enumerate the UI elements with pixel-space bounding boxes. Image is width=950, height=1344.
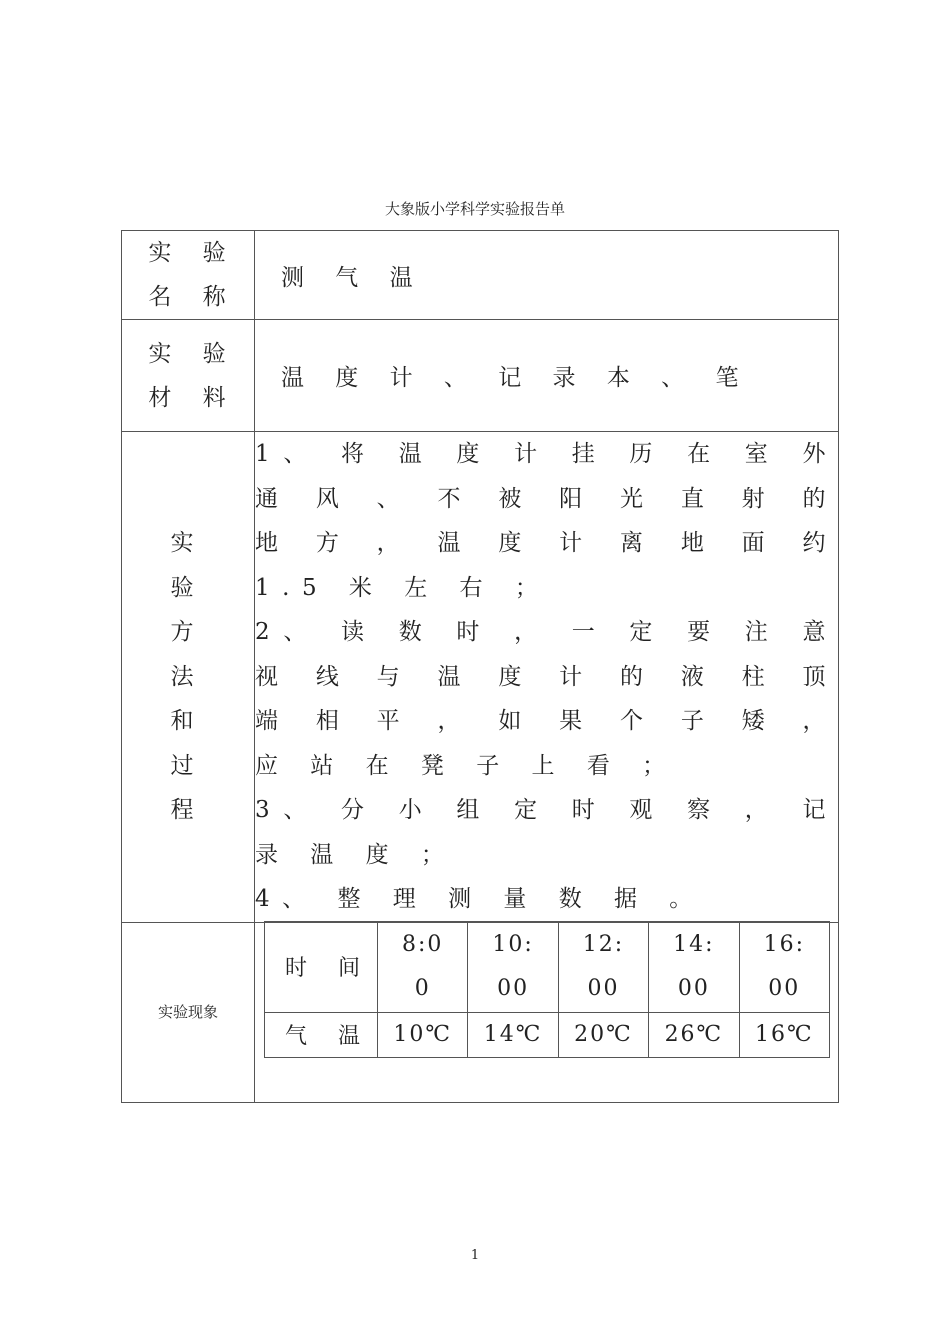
temperature-header: 气 温 [265, 1012, 378, 1057]
time-value: 12:00 [582, 931, 625, 1001]
observation-temperature-row [265, 1012, 830, 1057]
experiment-name-label: 实 验 名 称 [148, 240, 238, 310]
method-step: 1、 将 温 度 计 挂 历 在 室 外 通 风 、 不 被 阳 光 直 射 的 地 方 ， 温 度 计 离 地 面 约 1.5 米 左 右 ； [255, 441, 838, 601]
method-label-char: 验 [170, 574, 206, 601]
method-step: 2、 读 数 时 ， 一 定 要 注 意 视 线 与 温 度 计 的 液 柱 顶 端 相 平 ， 如 果 个 子 矮 ， 应 站 在 凳 子 上 看 ； [255, 619, 838, 779]
experiment-method-label [122, 521, 254, 833]
method-label-char: 实 [170, 530, 206, 556]
observation-table [264, 921, 830, 1058]
temperature-value: 26℃ [649, 1012, 739, 1057]
experiment-materials-label-cell [122, 320, 255, 432]
method-label-char: 方 [170, 619, 206, 645]
time-header: 时 间 [265, 921, 378, 1012]
temperature-value: 20℃ [558, 1012, 648, 1057]
time-cell [558, 921, 648, 1012]
method-label-char: 程 [170, 797, 206, 823]
time-value: 8:00 [401, 931, 444, 1001]
method-label-char: 和 [170, 708, 206, 734]
experiment-materials-label: 实 验 材 料 [148, 340, 238, 411]
method-step: 3、 分 小 组 定 时 观 察 ， 记 录 温 度 ； [255, 797, 838, 868]
experiment-observation-row [122, 922, 839, 1102]
temperature-value: 16℃ [739, 1012, 829, 1057]
experiment-method-label-cell [122, 432, 255, 923]
experiment-method-steps [255, 432, 839, 923]
temperature-value: 10℃ [378, 1012, 468, 1057]
time-cell [378, 921, 468, 1012]
time-value: 10:00 [492, 931, 534, 1001]
report-title: 大象版小学科学实验报告单 [384, 200, 565, 218]
page-number: 1 [470, 1248, 480, 1263]
report-table [121, 230, 839, 1103]
experiment-name-label-cell [122, 231, 255, 320]
time-value: 16:00 [763, 931, 805, 1001]
time-cell [649, 921, 739, 1012]
experiment-name-value: 测 气 温 [255, 231, 839, 320]
time-cell [739, 921, 829, 1012]
method-step: 4、 整 理 测 量 数 据 。 [255, 886, 705, 912]
experiment-observation-label: 实验现象 [122, 922, 255, 1102]
method-label-char: 法 [170, 663, 206, 690]
experiment-name-row [122, 231, 839, 320]
experiment-materials-value: 温 度 计 、 记 录 本 、 笔 [255, 320, 839, 432]
observation-time-row [265, 921, 830, 1012]
time-value: 14:00 [673, 931, 715, 1001]
experiment-materials-row [122, 320, 839, 432]
experiment-observation-cell [255, 922, 839, 1102]
method-label-char: 过 [170, 752, 206, 779]
experiment-method-row [122, 432, 839, 923]
time-cell [468, 921, 558, 1012]
temperature-value: 14℃ [468, 1012, 558, 1057]
